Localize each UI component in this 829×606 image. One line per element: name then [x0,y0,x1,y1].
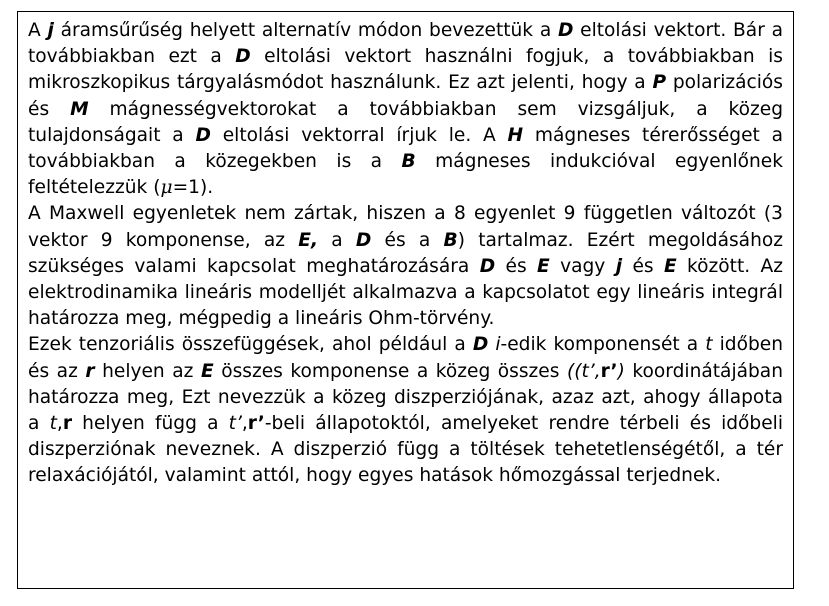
text-run: vagy [549,255,616,277]
text-run: eltolási vektort. Bár a továbbiakban ezt a [28,20,783,68]
paragraph-2 [28,201,783,332]
text-run: r [62,413,72,435]
text-box [17,11,794,589]
text-run: -edik komponensét a [500,334,706,356]
text-run: ) tartalmaz. Ezért megoldásához szükséges valami kapcsolat meghatározására [28,229,783,277]
text-run: j [47,20,54,41]
text-run: t [705,334,713,356]
text-run: D [235,46,251,68]
text-run: koordinátájában határozza meg, Ezt nevezzük a közeg diszperziójának, azaz azt, ahogy állapota a [28,360,783,435]
text-run: A [28,20,48,41]
paragraph-1 [28,18,783,201]
text-run: helyen az [94,360,201,382]
text-run: E [537,255,550,277]
text-run: eltolási vektorral írjuk le. A [210,124,508,146]
text-run: μ [160,177,173,199]
text-run: E [663,255,677,277]
text-run: Ezek tenzoriális összefüggések, ahol például a [28,334,473,356]
text-run: és a [371,229,444,251]
text-run: D [195,124,211,146]
text-run: B [401,151,416,173]
text-run: ((t’, [566,360,601,382]
text-run: -beli állapotoktól, amelyeket rendre térbeli és időbeli diszperziónak neveznek. A diszperzió függ a töltések tehetetlenségétől, a tér relaxációjától, valamint attól, hogy egyes hatások hőmozgással terjednek. [28,413,784,487]
text-run: D [557,20,574,41]
text-run: i [495,334,501,356]
text-run: és [622,255,664,277]
text-run: r [85,360,95,382]
text-run: mágneses indukcióval egyenlőnek feltételezzük ( [28,151,784,199]
text-run: r’ [600,360,618,382]
text-run: t’ [228,413,242,435]
text-run: helyen függ a [71,413,229,435]
text-run: között. Az elektrodinamika lineáris modelljét alkalmazva a kapcsolatot egy lineáris integrál határozza meg, mégpedig a lineáris Ohm-törvény. [28,255,783,330]
text-run: mágnességvektorokat a továbbiakban sem vizsgáljuk, a közeg tulajdonságait a [28,98,784,146]
text-run: összes komponense a közeg összes [213,360,567,382]
text-run: , [241,413,248,435]
text-run: eltolási vektort használni fogjuk, a továbbiakban is mikroszkopikus tárgyalásmódot használunk. Ez azt jelenti, hogy a [28,46,783,94]
text-run: és [495,255,538,277]
paragraph-3 [28,332,783,489]
text-run: =1). [172,177,214,199]
text-run: A Maxwell egyenletek nem zártak, hiszen a 8 egyenlet 9 független változót (3 vektor 9 komponense, az [28,203,783,251]
text-run: B [443,229,458,251]
text-run: r’ [247,413,265,435]
text-run: a [318,229,356,251]
text-run: t [49,413,57,435]
text-run: , [56,413,63,435]
text-run: ) [617,360,625,382]
text-run: E, [298,229,319,251]
text-run: D [472,334,489,356]
text-run: M [70,98,89,120]
document-body [28,18,783,490]
text-run: P [652,72,667,94]
text-run: H [507,124,524,146]
text-run: időben és az [28,334,783,382]
text-run: E [200,360,214,382]
text-run: D [479,255,496,277]
text-run: polarizációs és [28,72,783,120]
text-run: áramsűrűség helyett alternatív módon bevezettük a [53,20,558,41]
text-run: j [615,255,623,277]
text-run: mágneses térerősséget a továbbiakban a közegekben is a [28,124,784,173]
text-run: D [355,229,372,251]
